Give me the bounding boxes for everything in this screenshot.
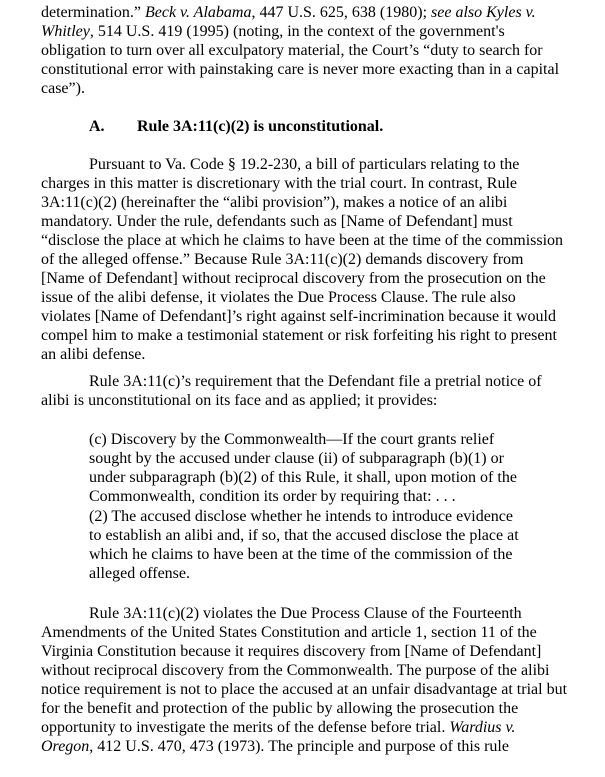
text-line: charges in this matter is discretionary with the trial court. In contrast, Rule (41, 175, 518, 192)
section-title: Rule 3A:11(c)(2) is unconstitutional. (137, 118, 384, 135)
section-heading (41, 117, 581, 136)
block-quote-1 (89, 430, 559, 506)
text-line: [Name of Defendant] without reciprocal discovery from the prosecution on the (41, 270, 546, 287)
text-run: determination.” (41, 4, 145, 21)
text-line: alibi is unconstitutional on its face and as applied; it provides: (41, 392, 438, 409)
text-line: (2) The accused disclose whether he intends to introduce evidence (89, 508, 513, 525)
text-run: , 514 U.S. 419 (1995) (noting, in the context of the government's (89, 23, 505, 40)
case-citation: Beck v. Alabama (144, 4, 252, 21)
text-line (41, 3, 581, 22)
case-citation: see also Kyles v. (431, 4, 536, 21)
text-line: Rule 3A:11(c)’s requirement that the Defendant file a pretrial notice of (89, 373, 542, 390)
text-line: Pursuant to Va. Code § 19.2-230, a bill of particulars relating to the (89, 156, 520, 173)
text-line (41, 22, 581, 41)
paragraph-2 (41, 372, 581, 410)
text-line: under subparagraph (b)(2) of this Rule, it shall, upon motion of the (89, 469, 517, 486)
text-line: to establish an alibi and, if so, that the accused disclose the place at (89, 527, 519, 544)
case-citation: Oregon (41, 738, 90, 755)
text-line: Rule 3A:11(c)(2) violates the Due Process Clause of the Fourteenth (89, 605, 522, 622)
text-line: Amendments of the United States Constitution and article 1, section 11 of the (41, 624, 537, 641)
block-quote-2 (89, 507, 559, 583)
text-run: opportunity to investigate the merits of the defense before trial. (41, 719, 450, 736)
text-line: for the benefit and protection of the public by allowing the prosecution the (41, 700, 519, 717)
intro-paragraph (41, 3, 581, 98)
text-line: 3A:11(c)(2) (hereinafter the “alibi provision”), makes a notice of an alibi (41, 194, 508, 211)
section-letter: A. (89, 118, 105, 135)
text-line: Commonwealth, condition its order by requiring that: . . . (89, 488, 456, 505)
text-line: an alibi defense. (41, 346, 146, 363)
text-line: notice requirement is not to place the accused at an unfair disadvantage at trial but (41, 681, 568, 698)
text-line: mandatory. Under the rule, defendants such as [Name of Defendant] must (41, 213, 513, 230)
text-line: issue of the alibi defense, it violates the Due Process Clause. The rule also (41, 289, 516, 306)
text-line: case”). (41, 80, 85, 97)
text-line: obligation to turn over all exculpatory material, the Court’s “duty to search for (41, 42, 543, 59)
text-line: constitutional error with painstaking care is never more exacting than in a capital (41, 61, 560, 78)
text-run: , 412 U.S. 470, 473 (1973). The principle and purpose of this rule (89, 738, 509, 755)
text-line (41, 718, 581, 737)
text-line: (c) Discovery by the Commonwealth—If the court grants relief (89, 431, 495, 448)
paragraph-1 (41, 155, 581, 364)
text-line: which he claims to have been at the time of the commission of the (89, 546, 513, 563)
text-line: of the alleged offense.” Because Rule 3A:11(c)(2) demands discovery from (41, 251, 524, 268)
text-line: “disclose the place at which he claims to have been at the time of the commission (41, 232, 564, 249)
text-line: Virginia Constitution because it requires discovery from [Name of Defendant] (41, 643, 542, 660)
text-line: sought by the accused under clause (ii) of subparagraph (b)(1) or (89, 450, 504, 467)
text-line: compel him to make a testimonial statement or risk forfeiting his right to present (41, 327, 557, 344)
text-line: violates [Name of Defendant]’s right against self-incrimination because it would (41, 308, 556, 325)
text-line (41, 737, 581, 756)
case-citation: Whitley (41, 23, 90, 40)
text-line: alleged offense. (89, 565, 190, 582)
text-line: without reciprocal discovery from the Commonwealth. The purpose of the alibi (41, 662, 550, 679)
paragraph-3 (41, 604, 581, 756)
case-citation: Wardius v. (449, 719, 516, 736)
text-run: , 447 U.S. 625, 638 (1980); (251, 4, 432, 21)
